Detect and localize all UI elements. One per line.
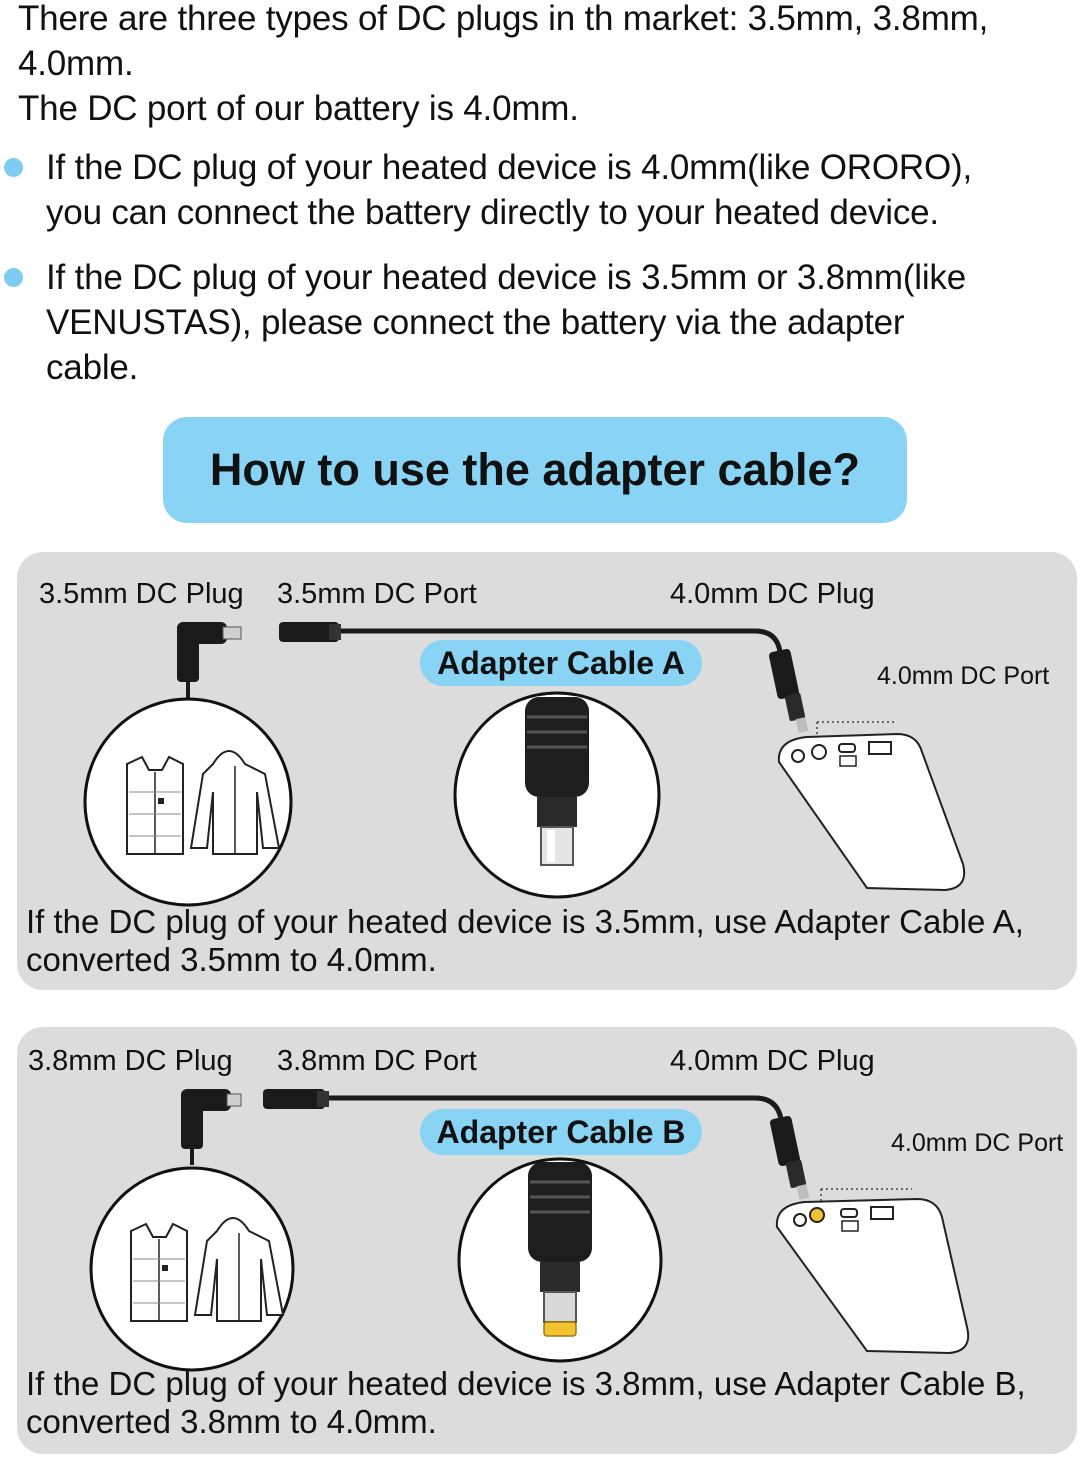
l-plug-icon <box>181 1089 241 1165</box>
l-plug-icon <box>177 622 241 698</box>
bullet-dot-2 <box>4 268 23 287</box>
heated-apparel-icon <box>85 699 291 905</box>
battery-pack-icon <box>777 1189 968 1353</box>
plug-tip-zoom-icon <box>459 1159 661 1361</box>
battery-port-label: 4.0mm DC Port <box>891 1129 1064 1157</box>
port-label: 3.5mm DC Port <box>277 578 477 610</box>
heated-apparel-icon <box>91 1168 293 1370</box>
out-plug-label: 4.0mm DC Plug <box>670 578 875 610</box>
bullet-dot-1 <box>4 158 23 177</box>
plug-label: 3.8mm DC Plug <box>28 1045 233 1077</box>
section-title: How to use the adapter cable? <box>209 444 861 495</box>
port-label: 3.8mm DC Port <box>277 1045 477 1077</box>
bullet-1-line-1: If the DC plug of your heated device is 4.0mm(like ORORO), <box>46 148 972 187</box>
plug-label: 3.5mm DC Plug <box>39 578 244 610</box>
caption-line-2: converted 3.8mm to 4.0mm. <box>26 1403 437 1440</box>
intro-line-3: The DC port of our battery is 4.0mm. <box>18 89 579 128</box>
out-plug-label: 4.0mm DC Plug <box>670 1045 875 1077</box>
battery-pack-icon <box>779 722 964 890</box>
bullet-2-line-2: VENUSTAS), please connect the battery via the adapter <box>46 303 905 342</box>
bullet-2-line-3: cable. <box>46 348 139 387</box>
bullet-1-line-2: you can connect the battery directly to your heated device. <box>46 193 939 232</box>
bullet-2-line-1: If the DC plug of your heated device is 3.5mm or 3.8mm(like <box>46 258 966 297</box>
section-title-box <box>163 417 907 523</box>
adapter-panel-b <box>17 1027 1077 1454</box>
cable-name: Adapter Cable A <box>437 644 685 681</box>
cable-name: Adapter Cable B <box>436 1113 686 1150</box>
battery-port-label: 4.0mm DC Port <box>877 662 1050 690</box>
caption-line-1: If the DC plug of your heated device is 3.5mm, use Adapter Cable A, <box>26 903 1024 940</box>
intro-line-1: There are three types of DC plugs in th market: 3.5mm, 3.8mm, <box>18 0 989 38</box>
caption-line-2: converted 3.5mm to 4.0mm. <box>26 941 437 978</box>
plug-tip-zoom-icon <box>455 693 659 897</box>
adapter-panel-a <box>17 552 1077 990</box>
intro-line-2: 4.0mm. <box>18 44 134 83</box>
caption-line-1: If the DC plug of your heated device is 3.8mm, use Adapter Cable B, <box>26 1365 1026 1402</box>
